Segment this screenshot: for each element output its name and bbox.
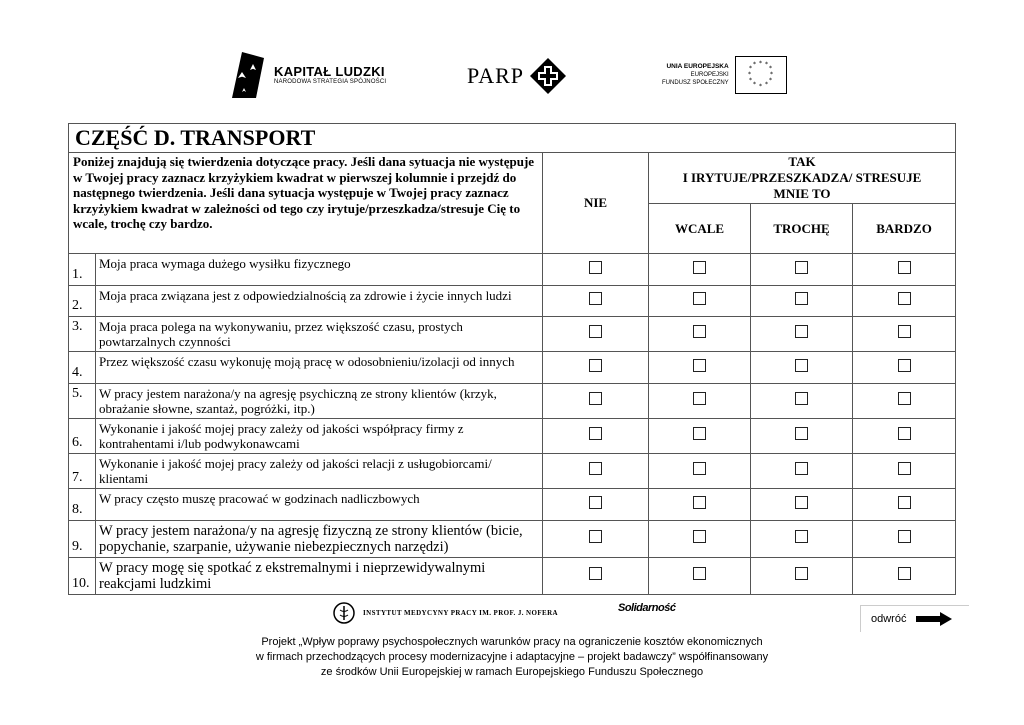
question-number: 4. (69, 352, 96, 384)
header-tak (649, 153, 956, 204)
checkbox-wcale[interactable] (693, 261, 706, 274)
svg-text:*: * (768, 65, 772, 72)
eu-line3: FUNDUSZ SPOŁECZNY (662, 80, 729, 86)
eu-logo (662, 56, 787, 94)
header-tak-line2: I IRYTUJE/PRZESZKADZA/ STRESUJE (682, 170, 922, 185)
svg-text:*: * (752, 81, 756, 88)
answer-cell-wcale (649, 489, 751, 521)
answer-cell-troche (751, 489, 853, 521)
answer-cell-nie (543, 317, 649, 352)
section-title: CZĘŚĆ D. TRANSPORT (69, 124, 956, 153)
checkbox-troche[interactable] (795, 530, 808, 543)
question-row (69, 352, 956, 384)
checkbox-bardzo[interactable] (898, 496, 911, 509)
answer-cell-troche (751, 286, 853, 317)
checkbox-nie[interactable] (589, 530, 602, 543)
checkbox-wcale[interactable] (693, 392, 706, 405)
turn-page-indicator (860, 605, 969, 632)
checkbox-wcale[interactable] (693, 462, 706, 475)
answer-cell-bardzo (853, 489, 956, 521)
odwroc-label: odwróć (871, 613, 907, 625)
svg-text:*: * (752, 61, 756, 68)
checkbox-nie[interactable] (589, 496, 602, 509)
header-tak-line1: TAK (788, 154, 816, 169)
checkbox-wcale[interactable] (693, 567, 706, 580)
question-number: 9. (69, 521, 96, 558)
answer-cell-nie (543, 454, 649, 489)
checkbox-wcale[interactable] (693, 325, 706, 338)
answer-cell-nie (543, 419, 649, 454)
question-text: Moja praca związana jest z odpowiedzialnością za zdrowie i życie innych ludzi (96, 286, 543, 317)
question-text: W pracy jestem narażona/y na agresję fizyczną ze strony klientów (bicie, popychanie, szarpanie, używanie niebezpiecznych narzędzi) (96, 521, 543, 558)
arrow-right-icon (916, 612, 952, 626)
footer-line1: Projekt „Wpływ poprawy psychospołecznych warunków pracy na ograniczenie kosztów ekonomicznych (261, 636, 763, 648)
checkbox-wcale[interactable] (693, 530, 706, 543)
checkbox-troche[interactable] (795, 292, 808, 305)
answer-cell-wcale (649, 286, 751, 317)
checkbox-troche[interactable] (795, 325, 808, 338)
question-text: W pracy często muszę pracować w godzinach nadliczbowych (96, 489, 543, 521)
kapital-ludzki-emblem-icon (228, 48, 266, 100)
answer-cell-bardzo (853, 558, 956, 595)
answer-cell-wcale (649, 454, 751, 489)
question-number: 5. (69, 384, 96, 419)
answer-cell-troche (751, 454, 853, 489)
question-row (69, 489, 956, 521)
header-tak-line3: MNIE TO (773, 186, 831, 201)
question-number: 8. (69, 489, 96, 521)
solidarnosc-logo: Solidarność (618, 602, 676, 614)
question-text: Moja praca wymaga dużego wysiłku fizycznego (96, 254, 543, 286)
answer-cell-troche (751, 352, 853, 384)
checkbox-wcale[interactable] (693, 359, 706, 372)
checkbox-wcale[interactable] (693, 427, 706, 440)
footer-line3: ze środków Unii Europejskiej w ramach Europejskiego Funduszu Społecznego (320, 666, 704, 678)
kapital-ludzki-logo (228, 48, 386, 100)
parp-text: PARP (467, 63, 525, 88)
question-row (69, 521, 956, 558)
answer-cell-wcale (649, 352, 751, 384)
question-text: W pracy mogę się spotkać z ekstremalnymi i nieprzewidywalnymi reakcjami ludzkimi (96, 558, 543, 595)
parp-emblem-icon (530, 58, 566, 94)
answer-cell-bardzo (853, 254, 956, 286)
answer-cell-nie (543, 254, 649, 286)
answer-cell-wcale (649, 384, 751, 419)
header-wcale: WCALE (649, 204, 751, 254)
answer-cell-bardzo (853, 384, 956, 419)
answer-cell-troche (751, 419, 853, 454)
svg-text:*: * (748, 77, 752, 84)
eu-line1: UNIA EUROPEJSKA (666, 63, 729, 70)
answer-cell-troche (751, 254, 853, 286)
question-number: 7. (69, 454, 96, 489)
project-footer (0, 635, 1024, 680)
checkbox-bardzo[interactable] (898, 292, 911, 305)
checkbox-troche[interactable] (795, 392, 808, 405)
checkbox-bardzo[interactable] (898, 462, 911, 475)
question-row (69, 286, 956, 317)
checkbox-bardzo[interactable] (898, 530, 911, 543)
checkbox-troche[interactable] (795, 427, 808, 440)
answer-cell-bardzo (853, 521, 956, 558)
checkbox-troche[interactable] (795, 261, 808, 274)
question-text: Wykonanie i jakość mojej pracy zależy od jakości relacji z usługobiorcami/ klientami (96, 454, 543, 489)
kapital-ludzki-subtitle: NARODOWA STRATEGIA SPÓJNOŚCI (274, 78, 387, 85)
answer-cell-nie (543, 558, 649, 595)
checkbox-bardzo[interactable] (898, 567, 911, 580)
svg-text:*: * (747, 71, 751, 78)
header-logos (0, 42, 1024, 102)
checkbox-bardzo[interactable] (898, 427, 911, 440)
checkbox-wcale[interactable] (693, 292, 706, 305)
question-row (69, 384, 956, 419)
checkbox-troche[interactable] (795, 462, 808, 475)
footer-logos (0, 598, 1024, 638)
question-text: Wykonanie i jakość mojej pracy zależy od jakości współpracy firmy z kontrahentami i/lub podwykonawcami (96, 419, 543, 454)
svg-text:*: * (758, 83, 762, 90)
answer-cell-bardzo (853, 286, 956, 317)
question-number: 2. (69, 286, 96, 317)
checkbox-bardzo[interactable] (898, 261, 911, 274)
imp-emblem-icon (333, 602, 355, 624)
checkbox-nie[interactable] (589, 462, 602, 475)
question-row (69, 558, 956, 595)
question-text: Moja praca polega na wykonywaniu, przez większość czasu, prostych powtarzalnych czynności (96, 317, 543, 352)
question-text: Przez większość czasu wykonuję moją pracę w odosobnieniu/izolacji od innych (96, 352, 543, 384)
checkbox-troche[interactable] (795, 359, 808, 372)
answer-cell-wcale (649, 558, 751, 595)
instructions-text: Poniżej znajdują się twierdzenia dotyczące pracy. Jeśli dana sytuacja nie występuje w Twojej pracy zaznacz krzyżykiem kwadrat w pierwszej kolumnie i przejdź do następnego twierdzenia. Jeśli dana sytuacja występuje w Twojej pracy zaznacz krzyżykiem kwadrat w zależności od tego czy irytuje/przeszkadza/stresuje Cię to wcale, trochę czy bardzo. (69, 153, 543, 254)
answer-cell-nie (543, 384, 649, 419)
svg-text:*: * (748, 65, 752, 72)
header-nie: NIE (543, 153, 649, 254)
answer-cell-nie (543, 489, 649, 521)
answer-cell-troche (751, 384, 853, 419)
checkbox-nie[interactable] (589, 427, 602, 440)
svg-text:*: * (764, 81, 768, 88)
checkbox-bardzo[interactable] (898, 359, 911, 372)
checkbox-bardzo[interactable] (898, 325, 911, 338)
checkbox-bardzo[interactable] (898, 392, 911, 405)
answer-cell-bardzo (853, 454, 956, 489)
answer-cell-troche (751, 317, 853, 352)
answer-cell-nie (543, 286, 649, 317)
answer-cell-nie (543, 521, 649, 558)
question-number: 1. (69, 254, 96, 286)
question-row (69, 254, 956, 286)
svg-text:*: * (768, 77, 772, 84)
question-text: W pracy jestem narażona/y na agresję psychiczną ze strony klientów (krzyk, obrażanie słowne, szantaż, pogróżki, itp.) (96, 384, 543, 419)
svg-text:*: * (764, 61, 768, 68)
checkbox-nie[interactable] (589, 567, 602, 580)
imp-logo (333, 602, 558, 624)
answer-cell-bardzo (853, 317, 956, 352)
checkbox-troche[interactable] (795, 567, 808, 580)
question-row (69, 454, 956, 489)
answer-cell-troche (751, 558, 853, 595)
answer-cell-wcale (649, 317, 751, 352)
eu-line2: EUROPEJSKI (690, 72, 729, 78)
checkbox-wcale[interactable] (693, 496, 706, 509)
question-row (69, 419, 956, 454)
svg-text:*: * (769, 71, 773, 78)
svg-text:*: * (758, 60, 762, 67)
answer-cell-wcale (649, 521, 751, 558)
answer-cell-bardzo (853, 352, 956, 384)
question-number: 10. (69, 558, 96, 595)
checkbox-nie[interactable] (589, 359, 602, 372)
parp-logo (467, 58, 566, 94)
eu-flag-icon (735, 56, 787, 94)
checkbox-nie[interactable] (589, 292, 602, 305)
kapital-ludzki-title: KAPITAŁ LUDZKI (274, 63, 385, 79)
header-bardzo: BARDZO (853, 204, 956, 254)
questionnaire-table (68, 123, 956, 595)
question-number: 3. (69, 317, 96, 352)
header-troche: TROCHĘ (751, 204, 853, 254)
checkbox-nie[interactable] (589, 261, 602, 274)
footer-line2: w firmach przechodzących procesy modernizacyjne i adaptacyjne – projekt badawczy” współfinansowany (255, 651, 769, 663)
answer-cell-bardzo (853, 419, 956, 454)
checkbox-troche[interactable] (795, 496, 808, 509)
answer-cell-wcale (649, 419, 751, 454)
answer-cell-troche (751, 521, 853, 558)
checkbox-nie[interactable] (589, 325, 602, 338)
answer-cell-nie (543, 352, 649, 384)
answer-cell-wcale (649, 254, 751, 286)
checkbox-nie[interactable] (589, 392, 602, 405)
question-number: 6. (69, 419, 96, 454)
question-row (69, 317, 956, 352)
imp-text: INSTYTUT MEDYCYNY PRACY IM. PROF. J. NOFERA (363, 609, 558, 617)
